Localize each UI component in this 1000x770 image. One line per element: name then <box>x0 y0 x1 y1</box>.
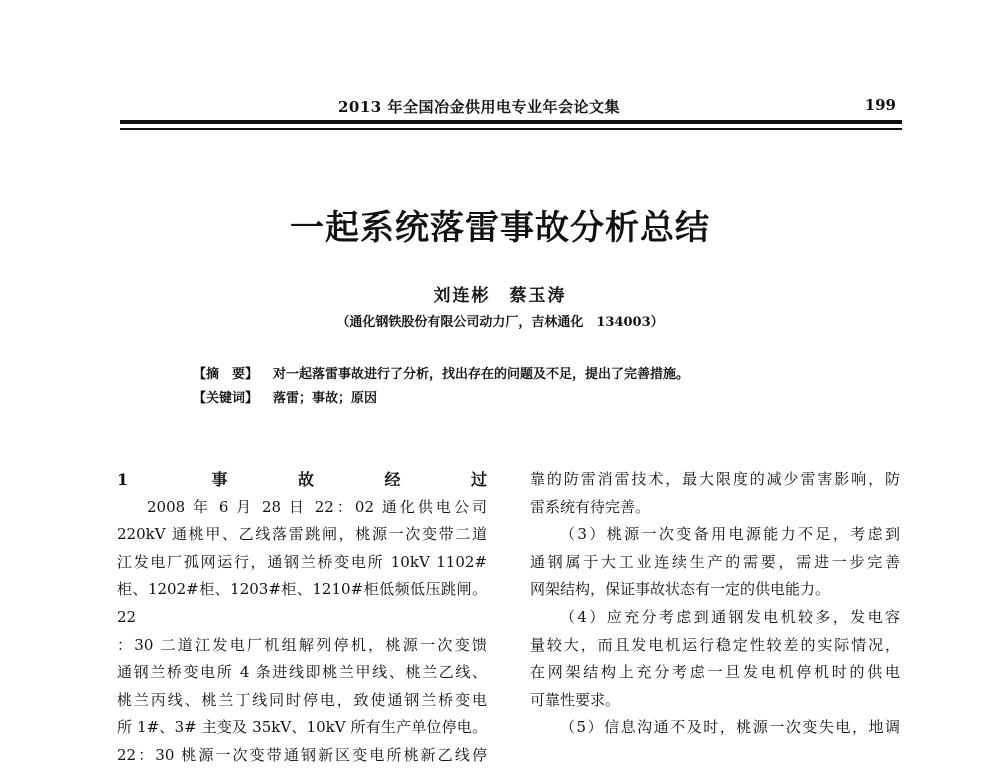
text-line: 22：30 桃源一次变带通钢新区变电所桃新乙线停 <box>117 745 487 764</box>
abstract <box>193 363 689 382</box>
text-line: 可靠性要求。 <box>530 690 621 709</box>
paper-title: 一起系统落雷事故分析总结 <box>290 208 710 248</box>
header-rule-thin <box>120 128 902 130</box>
keywords-label: 【关键词】 <box>193 391 259 406</box>
running-header <box>120 92 902 126</box>
text-line: 桃兰丙线、桃兰丁线同时停电，致使通钢兰桥变电 <box>117 690 487 709</box>
text-line: 2008 年 6 月 28 日 22：02 通化供电公司 <box>147 497 487 516</box>
abstract-text: 对一起落雷事故进行了分析，找出存在的问题及不足，提出了完善措施。 <box>273 367 690 382</box>
paper-affiliation: （通化钢铁股份有限公司动力厂，吉林通化 134003） <box>336 315 664 330</box>
text-line: 通钢兰桥变电所 4 条进线即桃兰甲线、桃兰乙线、 <box>117 663 487 682</box>
text-line: 量较大，而且发电机运行稳定性较差的实际情况， <box>530 635 900 654</box>
abstract-label: 【摘 要】 <box>193 367 259 382</box>
section-number: 1 <box>117 470 129 489</box>
text-line: （3）桃源一次变备用电源能力不足，考虑到 <box>560 525 900 544</box>
text-line: （4）应充分考虑到通钢发电机较多，发电容 <box>560 607 900 626</box>
right-column <box>530 466 900 742</box>
text-line: 雷系统有待完善。 <box>530 497 651 516</box>
text-line: 靠的防雷消雷技术，最大限度的减少雷害影响，防 <box>530 470 900 488</box>
journal-title: 2013 年全国冶金供用电专业年会论文集 <box>338 98 620 116</box>
text-line: （5）信息沟通不及时，桃源一次变失电，地调 <box>560 718 900 737</box>
text-line: 220kV 通桃甲、乙线落雷跳闸，桃源一次变带二道 <box>117 525 487 544</box>
header-rule-thick <box>120 120 902 124</box>
text-line: ：30 二道江发电厂机组解列停机，桃源一次变馈 <box>117 635 487 654</box>
text-line: 网架结构，保证事故状态有一定的供电能力。 <box>530 580 831 599</box>
section-title: 事故经过 <box>141 470 487 489</box>
paper-authors: 刘连彬 蔡玉涛 <box>433 286 567 306</box>
keywords <box>193 387 377 406</box>
left-column <box>117 466 487 770</box>
text-line: 通钢属于大工业连续生产的需要，需进一步完善 <box>530 552 900 571</box>
text-line: 柜、1202#柜、1203#柜、1210#柜低频低压跳闸。22 <box>117 580 487 626</box>
text-line: 江发电厂孤网运行，通钢兰桥变电所 10kV 1102# <box>117 552 487 571</box>
text-line: 所 1#、3# 主变及 35kV、10kV 所有生产单位停电。 <box>117 718 487 737</box>
page-number: 199 <box>864 96 896 114</box>
keywords-text: 落雷；事故；原因 <box>273 391 378 406</box>
text-line: 在网架结构上充分考虑一旦发电机停机时的供电 <box>530 663 900 682</box>
section-heading <box>117 466 487 494</box>
